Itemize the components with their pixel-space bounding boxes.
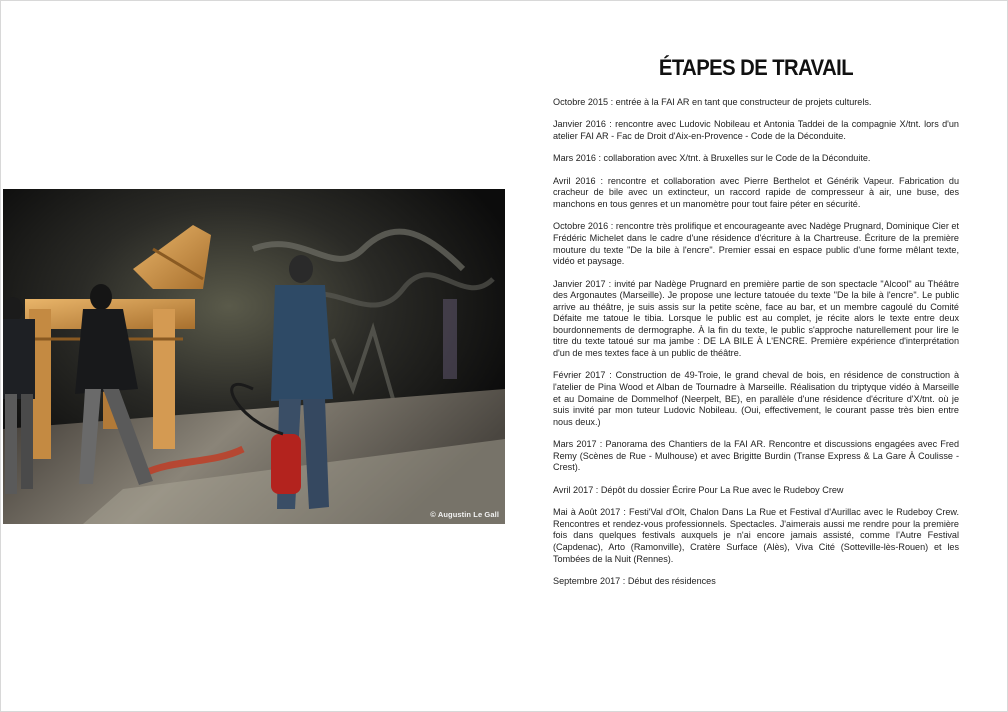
timeline-entry: Mai à Août 2017 : Festi'Val d'Olt, Chalon Dans La Rue et Festival d'Aurillac avec le Rudeboy Crew. Rencontres et rendez-vous professionnels. Spectacles. J'aimerais aussi me rendre pour la première fois dans quelques festivals auxquels je n'ai encore jamais assisté, comme l'Autre Festival (Capdenac), Arto (Ramonville), Cratère Surface (Alès), Viva Cité (Sotteville-lès-Rouen) et les Tombées de la Nuit (Rennes). [553, 507, 959, 564]
photo-credit: © Augustin Le Gall [430, 510, 499, 519]
timeline-entry: Janvier 2016 : rencontre avec Ludovic Nobileau et Antonia Taddei de la compagnie X/tnt. lors d'un atelier FAI AR - Fac de Droit d'Aix-en-Provence - Code de la Déconduite. [553, 119, 959, 141]
timeline-entry: Septembre 2017 : Début des résidences [553, 575, 716, 586]
timeline-entry: Janvier 2017 : invité par Nadège Prugnard en première partie de son spectacle "Alcool" au Théâtre des Argonautes (Marseille). Je propose une lecture tatouée du texte "De la bile à l'encre". Le public arrive au théâtre, je suis assis sur la petite scène, face au bar, et un membre cagoulé du Comité Défaite me tatoue le tibia. Lorsque le public est au complet, je récite alors le texte entre deux bourdonnements de dermographe. À la fin du texte, le public s'approche naturellement pour lire le titre du texte tatoué sur ma jambe : DE LA BILE À L'ENCRE. Première expérience d'interprétation d'un de mes textes face à un public de théâtre. [553, 278, 959, 359]
timeline-entry: Octobre 2015 : entrée à la FAI AR en tant que constructeur de projets culturels. [553, 97, 872, 107]
page-title: ÉTAPES DE TRAVAIL [658, 55, 854, 80]
timeline [553, 97, 959, 598]
timeline-entry: Avril 2016 : rencontre et collaboration avec Pierre Berthelot et Générik Vapeur. Fabrication du cracheur de bile avec un extincteur, un raccord rapide de compresseur à air, une buse, des manchons en tous genres et un manomètre pour tout faire péter en sécurité. [553, 175, 959, 209]
timeline-entry: Octobre 2016 : rencontre très prolifique et encourageante avec Nadège Prugnard, Dominique Cier et Frédéric Michelet dans le cadre d'une résidence d'écriture à la Chartreuse. Écriture de la première mouture du texte "De la bile à l'encre". Premier essai en espace public d'une forme mêlant texte, vidéo et paysage. [553, 221, 959, 267]
performance-photo [3, 189, 505, 524]
photo-illustration [3, 189, 505, 524]
timeline-entry: Février 2017 : Construction de 49-Troie, le grand cheval de bois, en résidence de construction à l'atelier de Pina Wood et Alban de Tournadre à Marseille. Réalisation du triptyque vidéo à Marseille et au Domaine de Dommelhof (Neerpelt, BE), en parallèle d'une résidence d'écriture d'X/tnt. où je suis invité par mon tuteur Ludovic Nobileau. (Oui, effectivement, le courant passe très bien entre nous deux.) [553, 370, 959, 427]
timeline-entry: Mars 2017 : Panorama des Chantiers de la FAI AR. Rencontre et discussions engagées avec Fred Remy (Scènes de Rue - Mulhouse) et avec Brigitte Burdin (Transe Express & La Gare À Coulisse - Crest). [553, 439, 959, 473]
timeline-entry: Mars 2016 : collaboration avec X/tnt. à Bruxelles sur le Code de la Déconduite. [553, 153, 871, 164]
timeline-entry: Avril 2017 : Dépôt du dossier Écrire Pour La Rue avec le Rudeboy Crew [553, 484, 844, 495]
